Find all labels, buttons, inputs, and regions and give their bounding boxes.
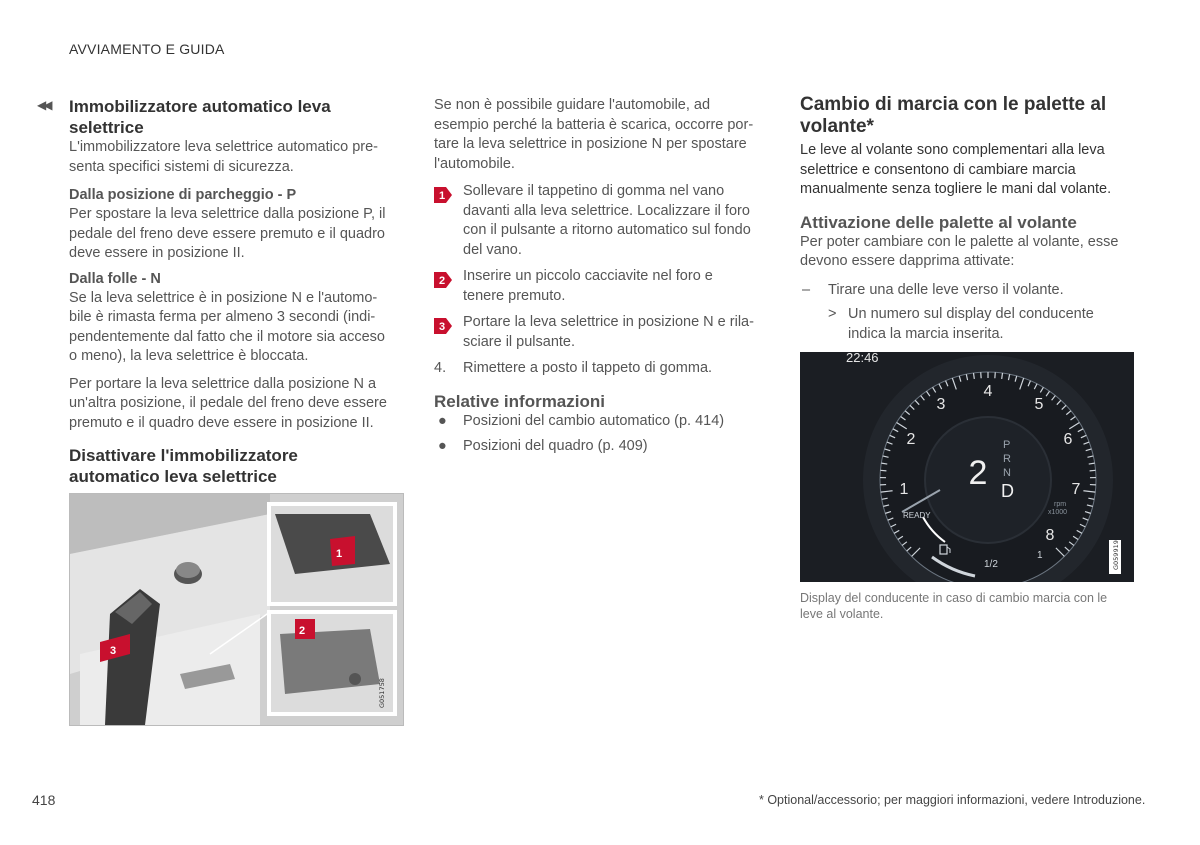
dash-item [800,281,1135,301]
figure-code: G059919 [1112,540,1120,570]
fuel-full-label: 1 [1037,550,1043,561]
text-line: Per spostare la leva selettrice dalla posizione P, il [69,206,386,222]
text-line: Tirare una delle leve verso il volante. [828,281,1064,298]
step-badge-icon [434,187,452,203]
text-line: L'immobilizzatore leva selettrice automatico pre- [69,139,379,155]
step-item [434,267,769,306]
result-arrow-icon: > [828,306,837,322]
text-line: con il pulsante a ritorno automatico sul fondo [463,222,751,238]
text-line: Sollevare il tappetino di gomma nel vano [463,183,725,199]
related-heading: Relative informazioni [434,391,605,411]
page-number: 418 [32,792,56,808]
footnote: * Optional/accessorio; per maggiori informazioni, vedere Introduzione. [759,793,1146,807]
rpm-tick-3: 3 [936,396,946,413]
svg-text:3: 3 [110,645,117,657]
driver-display-illustration [800,352,1134,582]
intro-paragraph [434,96,769,174]
text-line: esempio perché la batteria è scarica, occorre por- [434,116,754,133]
text-line: indica la marcia inserita. [848,325,1004,342]
gear-selector-illustration [70,494,403,725]
figure-code: G051758 [378,678,386,708]
rpm-tick-7: 7 [1071,481,1081,498]
intro-paragraph [69,138,404,177]
text-line: Portare la leva selettrice in posizione N e rila- [463,314,754,330]
step-item [434,313,769,352]
steps-list [434,182,769,379]
neutral-paragraph [69,289,404,367]
gear-letter-r: R [1003,453,1011,465]
text-line: davanti alla leva selettrice. Localizzare il foro [463,202,750,219]
gear-letter-p: P [1003,439,1011,451]
title-line: Immobilizzatore automatico leva [69,97,331,116]
step-item [434,359,769,379]
svg-text:1: 1 [439,190,446,202]
text-line: l'automobile. [434,155,515,172]
text-line: pedale del freno deve essere premuto e il quadro [69,225,385,242]
text-line: Inserire un piccolo cacciavite nel foro e [463,268,713,284]
text-line: devono essere dapprima attivate: [800,253,1015,269]
title-line: selettrice [69,118,144,137]
column-paddles [800,94,1135,344]
related-link[interactable] [434,412,769,432]
intro-paragraph [800,141,1135,200]
rpm-unit: x1000 [1048,509,1068,516]
disable-title [69,445,404,487]
step-badge-icon [434,272,452,288]
bullet-icon: ● [438,412,447,429]
text-line: deve essere in posizione II. [69,245,245,261]
bullet-icon: ● [438,438,447,454]
step-item [434,182,769,260]
gear-number: 2 [968,454,988,492]
result-item [800,305,1135,344]
rpm-tick-5: 5 [1034,396,1044,413]
gear-letter-d: D [1001,481,1014,501]
column-disable [434,96,769,457]
dial-tick [1090,470,1096,471]
text-line: Se la leva selettrice è in posizione N e l'automo- [69,289,378,306]
title-line: volante* [800,116,874,137]
text-line: del vano. [463,241,522,258]
activation-heading: Attivazione delle palette al volante [800,212,1077,232]
driver-display-figure [800,352,1134,582]
figure-caption [800,590,1135,622]
back-arrow-icon[interactable]: ◀◀ [37,98,50,112]
text-line: Le leve al volante sono complementari alla leva [800,142,1105,158]
title-line: automatico leva selettrice [69,467,277,486]
text-line: Per poter cambiare con le palette al volante, esse [800,233,1119,250]
column-immobilizer [69,96,404,487]
rpm-label: rpm [1054,501,1067,508]
section-title [69,96,404,138]
gear-selector-figure [69,493,404,726]
related-link-text[interactable]: Posizioni del quadro (p. 409) [463,438,648,454]
text-line: tenere premuto. [463,287,566,304]
related-link-text[interactable]: Posizioni del cambio automatico (p. 414) [463,412,725,429]
ready-label: READY [903,511,931,520]
related-link[interactable] [434,437,769,457]
text-line: sciare il pulsante. [463,333,576,350]
section-title [800,94,1135,138]
dial-tick [1002,373,1003,379]
dial-tick [974,373,975,379]
text-line: selettrice e consentono di cambiare marcia [800,161,1076,178]
text-line: Display del conducente in caso di cambio marcia con le [800,591,1108,605]
rpm-tick-6: 6 [1063,431,1073,448]
text-line: tare la leva selettrice in posizione N per spostare [434,136,747,152]
text-line: Per portare la leva selettrice dalla posizione N a [69,375,377,392]
section-header: AVVIAMENTO E GUIDA [69,41,225,57]
gear-letter-n: N [1003,467,1011,479]
rpm-tick-1: 1 [899,481,909,498]
rpm-tick-2: 2 [906,431,916,448]
text-line: Rimettere a posto il tappeto di gomma. [463,360,713,376]
park-heading: Dalla posizione di parcheggio - P [69,187,297,203]
neutral-heading: Dalla folle - N [69,270,161,287]
text-line: Se non è possibile guidare l'automobile, ad [434,97,711,113]
text-line: o meno), la leva selettrice è bloccata. [69,348,309,364]
svg-text:2: 2 [439,275,446,287]
svg-text:3: 3 [439,321,446,333]
text-line: pendentemente dal fatto che il motore sia acceso [69,328,385,345]
activation-paragraph [800,233,1135,272]
svg-text:2: 2 [299,625,306,637]
dial-tick [880,470,886,471]
clock-time: 22:46 [846,352,879,365]
text-line: un'altra posizione, il pedale del freno deve essere [69,395,387,411]
text-line: senta specifici sistemi di sicurezza. [69,158,294,175]
rpm-tick-4: 4 [983,383,993,400]
text-line: bile è rimasta ferma per almeno 3 secondi (indi- [69,309,376,325]
text-line: Un numero sul display del conducente [848,306,1094,322]
move-paragraph [69,375,404,434]
rpm-tick-8: 8 [1045,527,1055,544]
title-line: Cambio di marcia con le palette al [800,94,1107,115]
fuel-half-label: 1/2 [984,559,998,570]
text-line: leve al volante. [800,607,884,621]
title-line: Disattivare l'immobilizzatore [69,446,298,465]
text-line: premuto e il quadro deve essere in posizione II. [69,414,374,431]
park-paragraph [69,205,404,264]
step-number: 4. [434,360,447,376]
text-line: manualmente senza togliere le mani dal volante. [800,181,1112,197]
dash-icon: – [802,281,811,298]
svg-text:1: 1 [336,548,343,560]
step-badge-icon [434,318,452,334]
